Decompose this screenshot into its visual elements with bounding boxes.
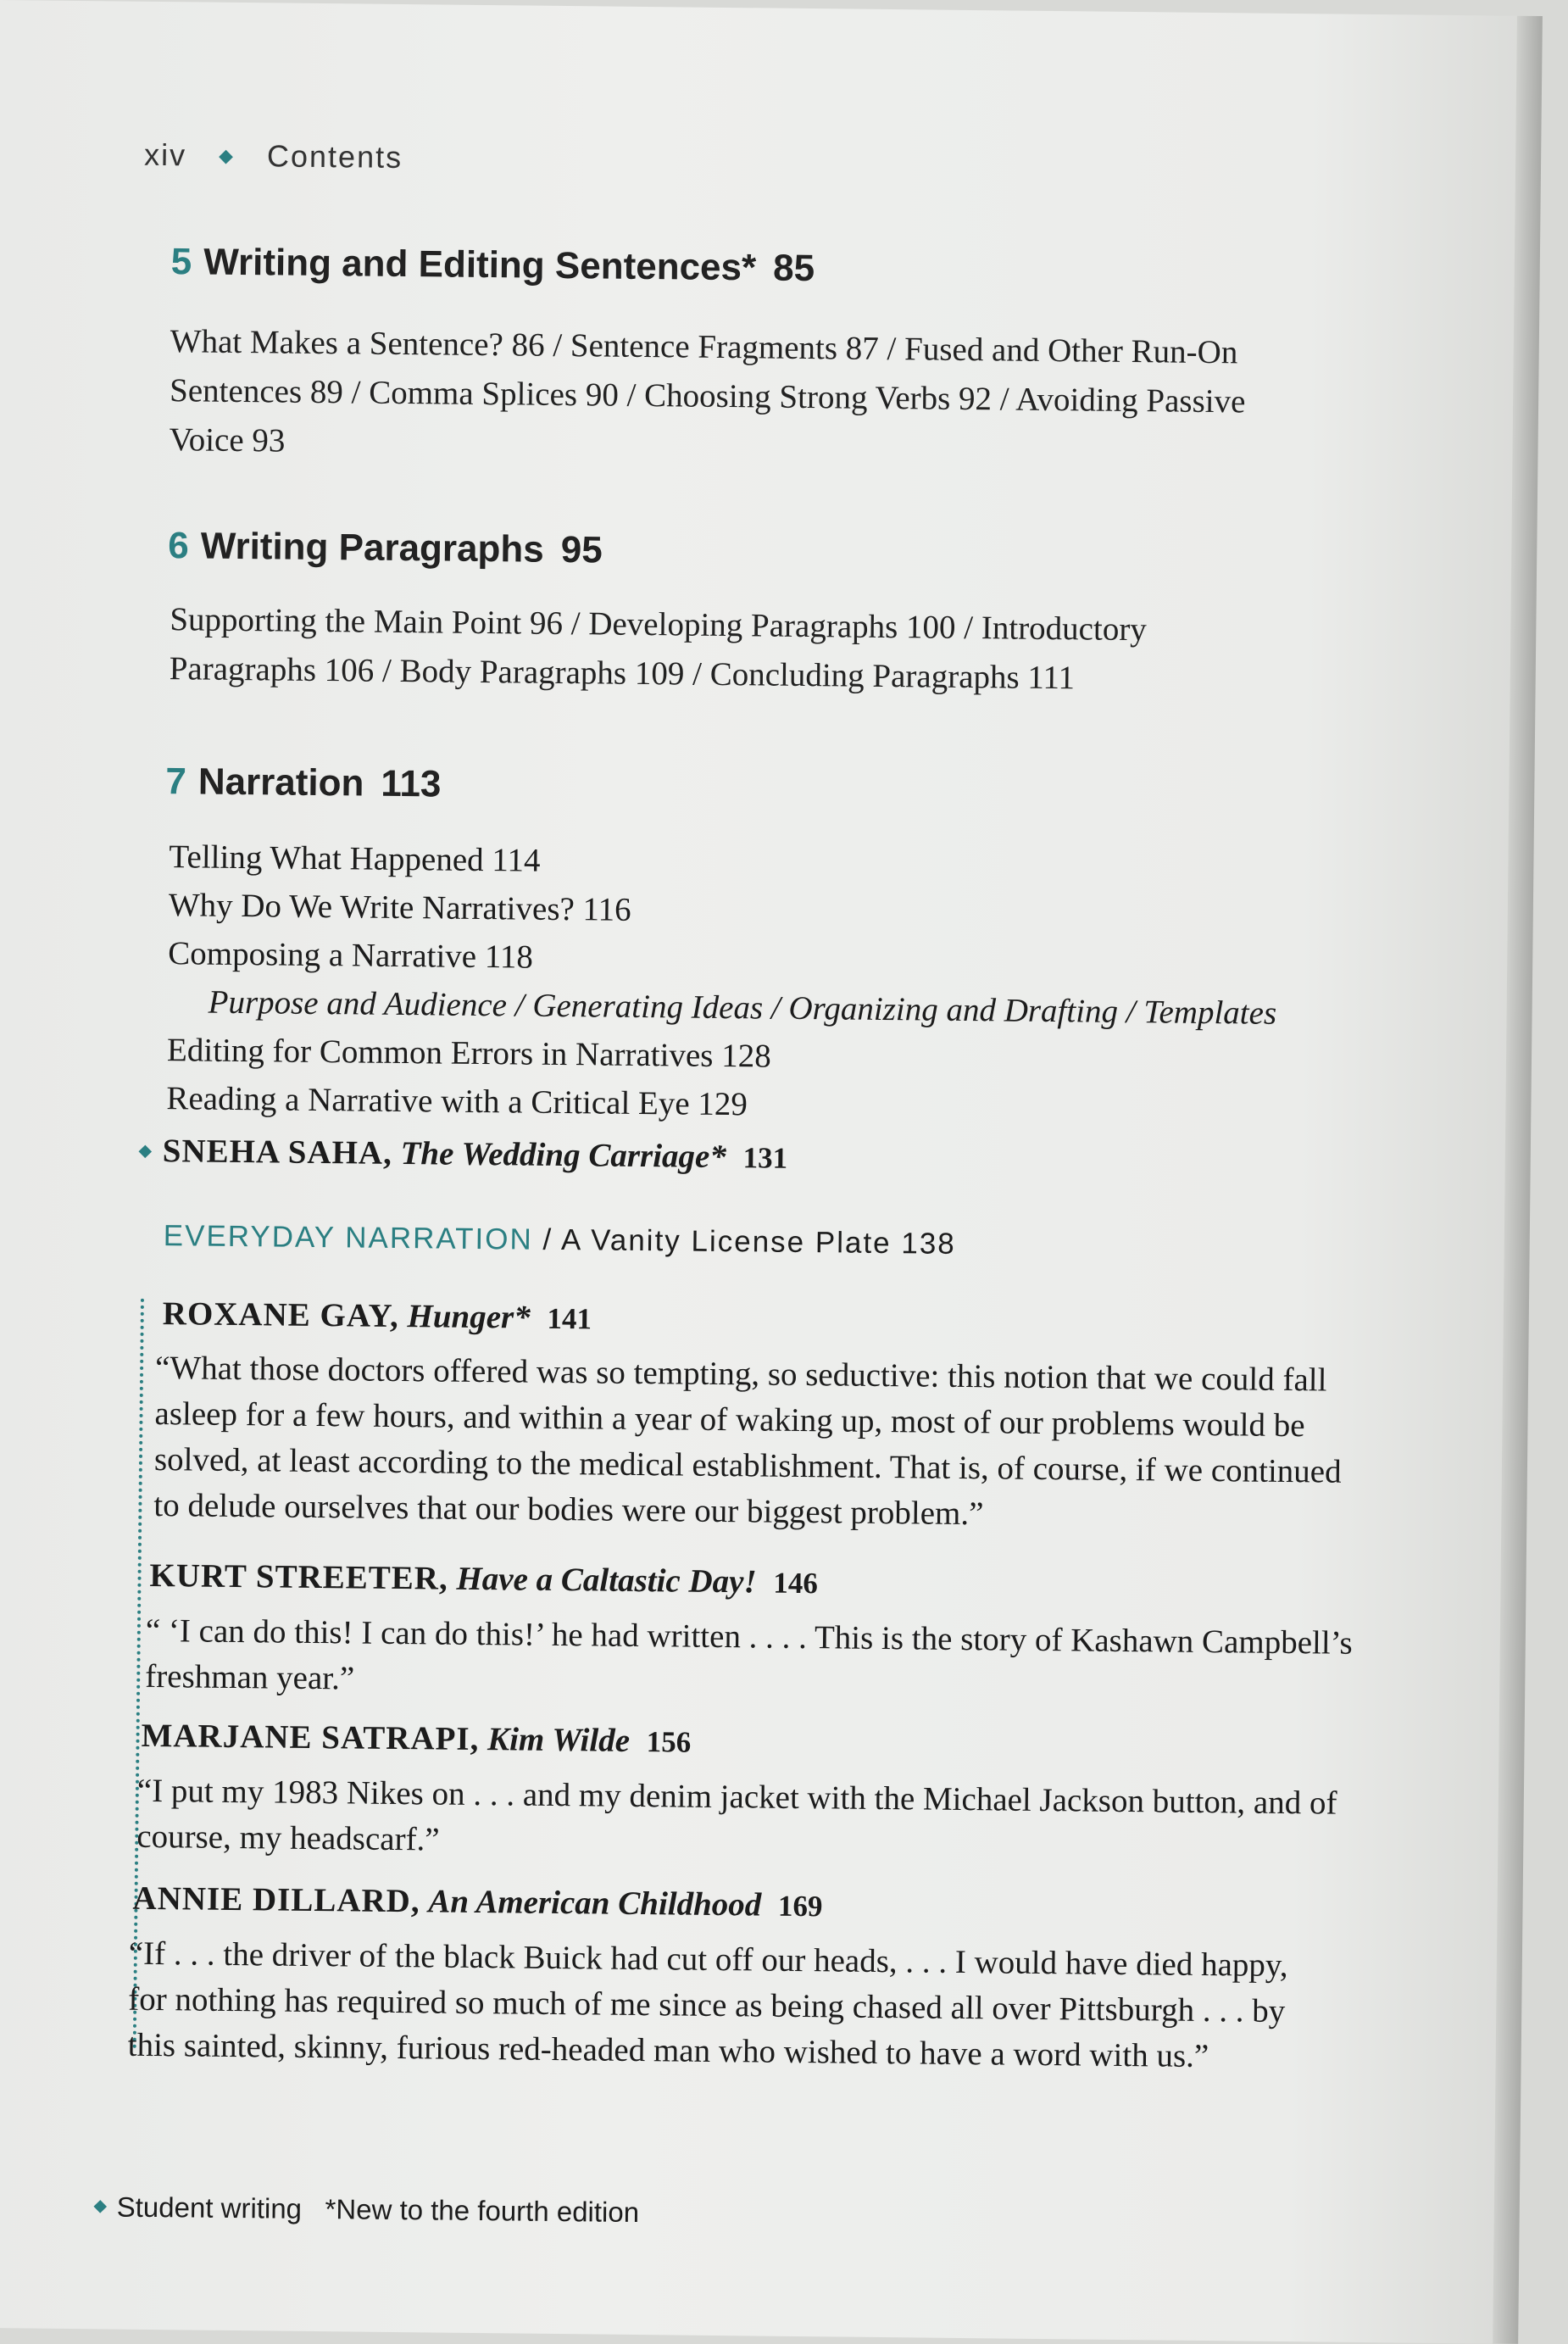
student-writing-diamond-icon (139, 1145, 153, 1159)
reading-entry: ANNIE DILLARD, An American Childhood 169 (132, 1879, 823, 1924)
section-item: Why Do We Write Narratives? 116 (168, 887, 631, 928)
header-bullet: ◆ (218, 144, 236, 166)
chapter-6-heading: 6 Writing Paragraphs 95 (168, 525, 603, 571)
student-reading-entry: SNEHA SAHA, The Wedding Carriage* 131 (162, 1133, 788, 1176)
reading-quote: “I put my 1983 Nikes on . . . and my denim jacket with the Michael Jackson button, and of course, my headscarf.” (136, 1772, 1337, 1858)
header-title: Contents (266, 138, 403, 175)
reading-entry: ROXANE GAY, Hunger* 141 (162, 1295, 592, 1336)
reading-quote: “What those doctors offered was so tempting, so seductive: this notion that we could fall asleep for a few hours, and within a year of waking up, most of our problems would be solved, at least according to the medical establishment. That is, of course, if we continued to delude ourselves that our bodies were our biggest problem.” (153, 1350, 1342, 1533)
student-writing-key-diamond-icon (93, 2200, 107, 2213)
reading-quote: “ ‘I can do this! I can do this!’ he had written . . . . This is the story of Kashawn Campbell’s freshman year.” (145, 1612, 1353, 1697)
section-subitems: Purpose and Audience / Generating Ideas / Organizing and Drafting / Templates (208, 983, 1277, 1032)
footnote: Student writing *New to the fourth edition (96, 2191, 640, 2229)
reading-entry: MARJANE SATRAPI, Kim Wilde 156 (141, 1717, 692, 1759)
section-item: Composing a Narrative 118 (168, 935, 534, 976)
chapter-6-topics: Supporting the Main Point 96 / Developing Paragraphs 100 / Introductory Paragraphs 106 / Body Paragraphs 109 / Concluding Paragraphs 111 (169, 601, 1148, 697)
chapter-7-sections (166, 832, 1278, 1134)
page-number: xiv (143, 136, 187, 173)
section-item: Telling What Happened 114 (169, 838, 541, 879)
section-item: Reading a Narrative with a Critical Eye 129 (166, 1080, 748, 1123)
chapter-5-heading: 5 Writing and Editing Sentences* 85 (170, 241, 815, 290)
running-header (144, 137, 403, 175)
section-item: Editing for Common Errors in Narratives 128 (166, 1032, 771, 1075)
everyday-narration-entry: EVERYDAY NARRATION / A Vanity License Plate 138 (163, 1219, 956, 1261)
reading-quote: “If . . . the driver of the black Buick had cut off our heads, . . . I would have died happy, for nothing has required so much of me since as being chased all over Pittsburgh . . . by this sainted, skinny, furious red-headed man who wished to have a word with us.” (127, 1935, 1288, 2075)
reading-entry: KURT STREETER, Have a Caltastic Day! 146 (149, 1556, 819, 1601)
chapter-7-heading: 7 Narration 113 (165, 760, 442, 805)
chapter-5-topics: What Makes a Sentence? 86 / Sentence Fragments 87 / Fused and Other Run-On Sentences 89 / Comma Splices 90 / Choosing Strong Verbs 92 / Avoiding Passive Voice 93 (169, 323, 1246, 459)
page-edge (1493, 16, 1543, 2344)
